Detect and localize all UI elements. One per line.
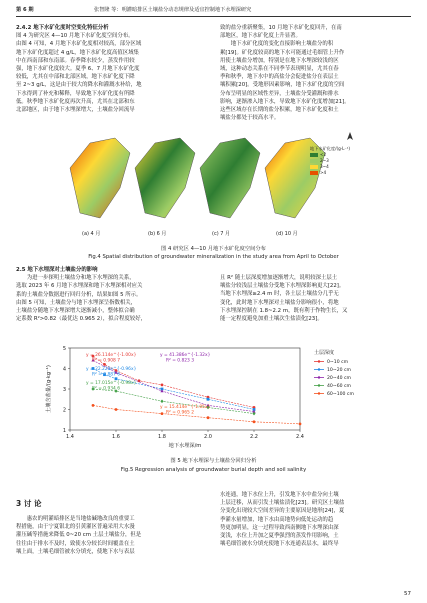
legend-label: 0~10 cm xyxy=(327,360,349,365)
legend-marker xyxy=(318,368,320,370)
page-number: 57 xyxy=(404,591,411,597)
text-line: 由图 5 可知，土壤盐分与地下水埋深呈指数相关， xyxy=(16,299,137,306)
text-line: 水连通，地下水位上升，引发地下水中盐分向土壤 xyxy=(220,492,339,498)
section-heading-discussion: 3 讨 论 xyxy=(16,499,42,508)
data-point xyxy=(207,398,210,401)
fig4-caption-en: Fig.4 Spatial distribution of groundwater mineralization in the study area from April to October xyxy=(88,254,339,260)
y-axis-label: 土壤含盐量/(g·kg⁻¹) xyxy=(46,365,52,413)
fit-equation: y = 26.114e^{-1.00x} xyxy=(86,353,137,358)
figure-4 xyxy=(60,128,370,260)
section-heading: 2.5 地下水埋深对土壤盐分的影响 xyxy=(16,267,98,273)
text-line: 低。秋季地下水矿化度再次升高，尤其在北部和东 xyxy=(16,98,135,105)
running-header xyxy=(16,6,411,16)
text-line: 能一定程度避免加重土壤次生盐渍化[23]。 xyxy=(220,316,323,323)
text-line: 季灌水量增加，地下水由高地势向低处运动的趋 xyxy=(220,516,334,523)
text-line: 由图 4 可知，4 月地下水矿化度相对较高，部分区域 xyxy=(16,41,142,48)
body-column-right-mid xyxy=(220,274,412,323)
x-tick-label: 2.4 xyxy=(296,434,304,440)
fit-equation: y = 17.015e^{-0.98x} xyxy=(86,381,137,386)
x-tick-label: 2.0 xyxy=(204,434,212,440)
map-legend xyxy=(310,146,350,176)
fig5-caption-en: Fig.5 Regression analysis of groundwater burial depth and soil salinity xyxy=(120,467,307,473)
text-line: 季和秋季，地下水中的高盐分会促进盐分在表层土 xyxy=(220,74,339,81)
legend-swatch xyxy=(310,159,318,163)
data-point xyxy=(207,416,210,419)
text-line: 往往由于排水不及时，致使水分较长时间覆盖在土 xyxy=(16,540,135,547)
y-tick-label: 2 xyxy=(62,407,66,414)
text-line: 下水埋深控制在 1.8~2.2 m，既有利于作物生长，又 xyxy=(220,307,348,314)
legend-label: 3~4 xyxy=(320,164,329,169)
text-line: 图 4 为研究区 4—10 月地下水矿化度空间分布。 xyxy=(16,33,134,40)
text-line: 惠农的明灌暗排区是当地盐碱地改良的重要工 xyxy=(16,516,135,522)
map-panel-april xyxy=(70,138,130,218)
fit-equation: y = 22.228e^{-0.96x} xyxy=(86,367,137,372)
fig4-caption-cn: 图 4 研究区 4—10 月地下水矿化度空间分布 xyxy=(161,246,266,252)
y-tick-label: 1 xyxy=(62,427,66,434)
text-line: 势更加明显，这一过程导致西南侧地下水埋深由深 xyxy=(220,524,339,531)
text-line: 用使土壤盐分增加，特别是在地下水埋深较浅的区 xyxy=(220,57,339,64)
fit-r2: R² = 0.965 2 xyxy=(166,410,195,416)
legend-marker xyxy=(318,392,320,394)
text-line: 下水得到了补充和稀释，导致地下水矿化度有所降 xyxy=(16,90,135,97)
text-line: 至 2~3 g/L，这是由于较大的降水和灌溉水补给，地 xyxy=(16,82,142,89)
text-line: 程措施，由于宁夏银北的引黄灌区普遍采用大水漫 xyxy=(16,524,135,531)
text-line: 累[19]。矿化度较高的地下水可能通过毛细管上升作 xyxy=(220,49,345,56)
legend-title: 地下水矿化度/(g·L⁻¹) xyxy=(310,146,351,151)
text-line: 且 R² 随土层深度增加逐渐增大，说明较深土层土 xyxy=(220,275,338,281)
x-tick-label: 1.8 xyxy=(158,434,166,440)
fit-equation: y = 41.386e^{-1.32x} xyxy=(160,353,211,358)
fig5-caption-cn: 图 5 地下水埋深与土壤盐分回归分析 xyxy=(170,458,257,464)
issue-label: 第 6 期 xyxy=(16,7,34,13)
data-point xyxy=(115,377,118,380)
panel-label-a: (a) 4 月 xyxy=(82,231,101,237)
text-line: 土壤盐分随地下水埋深增大逐渐减小，整体拟合确 xyxy=(16,308,135,315)
panel-label-c: (c) 7 月 xyxy=(212,231,231,237)
legend-label: >4 xyxy=(320,170,327,175)
text-line: 变浅，水位上升加之夏季强烈的蒸发作用影响，土 xyxy=(220,533,339,540)
section-heading: 2.4.2 地下水矿化度时空变化特征分析 xyxy=(16,25,109,31)
legend-item xyxy=(310,170,350,176)
text-line: 这些区域存在长期的盐分积累，地下水矿化度和土 xyxy=(220,107,339,114)
body-column-left-top xyxy=(16,24,206,114)
text-line: 上层迁移，从而引发土壤盐渍化[23]。研究区土壤盐 xyxy=(220,500,345,507)
legend-marker xyxy=(318,360,320,362)
legend-label: 40~60 cm xyxy=(327,384,352,389)
legend-label: 2~3 xyxy=(320,158,329,163)
y-tick-label: 5 xyxy=(62,345,66,352)
fit-equation: y = 15.414e^{-1.05x} xyxy=(160,405,211,410)
groundwater-maps xyxy=(60,128,370,238)
x-tick-label: 1.6 xyxy=(112,434,120,440)
legend-label: <2 xyxy=(320,152,327,157)
text-line: 系的土壤盐分数据进行回归分析，结果如图 5 所示。 xyxy=(16,291,142,298)
text-line: 部地区，地下水矿化度上升显著。 xyxy=(220,33,301,40)
x-tick-label: 2.2 xyxy=(250,434,258,440)
legend-marker xyxy=(318,376,320,378)
text-line: 壤积累[20]。受地形因素影响，地下水矿化度的空间 xyxy=(220,82,345,89)
fit-r2: R² = 0.887 6 xyxy=(92,372,121,378)
text-line: 壤上面，土壤毛细管被水分填充，使地下水与表层 xyxy=(16,548,135,555)
discussion-column-right xyxy=(220,491,412,548)
legend-swatch xyxy=(310,165,318,169)
fit-r2: R² = 0.908 7 xyxy=(92,358,121,364)
header-rule xyxy=(16,16,411,17)
legend-label: 60~100 cm xyxy=(327,392,354,397)
text-line: 影响，逐渐渗入地下水，导致地下水矿化度增加[21]。 xyxy=(220,98,350,105)
text-line: 分变化出现较大空间差异的主要原因是地形[24]，夏 xyxy=(220,508,345,515)
text-line: 壤毛细管被水分填充使地下水连通表层水，最终导 xyxy=(220,541,339,548)
text-line: 当地下水埋深≥2.4 m 时，各土层土壤盐分几乎无 xyxy=(220,291,339,298)
legend-swatch xyxy=(310,171,318,175)
body-column-right-top xyxy=(220,24,412,122)
panel-label-d: (d) 10 月 xyxy=(276,231,298,237)
text-line: 地下水矿化度的变化直接影响土壤盐分的积 xyxy=(220,41,334,48)
text-line: 灌压碱等措施来降低 0~20 cm 土层土壤盐分，但是 xyxy=(16,532,142,539)
data-point xyxy=(160,400,163,404)
legend-label: 10~20 cm xyxy=(327,368,352,373)
data-point xyxy=(161,412,164,415)
fit-r2: R² = 0.823 3 xyxy=(166,358,195,364)
map-panel-june xyxy=(135,138,195,218)
running-title: 张智隆 等：明灌暗排区土壤盐分动态规律及适宜控制地下水埋深研究 xyxy=(94,7,252,13)
text-line: 致的盐分重新聚集，10 月地下水矿化度回升，在南 xyxy=(220,25,342,31)
figure-5-chart xyxy=(40,342,390,452)
data-point xyxy=(138,379,141,382)
discussion-column-left xyxy=(16,515,206,556)
legend-title: 土层深度 xyxy=(314,350,335,356)
x-tick-label: 1.4 xyxy=(66,434,74,440)
text-line: 中在西南部和东南部。春季降水较少，蒸发作用较 xyxy=(16,57,135,64)
fit-r2: R² = 0.934 6 xyxy=(92,386,121,392)
north-arrow-icon xyxy=(347,132,353,140)
data-point xyxy=(299,422,302,425)
y-tick-label: 3 xyxy=(62,386,66,393)
map-panel-july xyxy=(200,138,260,218)
text-line: 壤盐分都处于较高水平。 xyxy=(220,115,280,122)
legend-swatch xyxy=(310,153,318,157)
text-line: 壤盐分较浅层土壤盐分受地下水埋深影响更大[22]。 xyxy=(220,283,345,290)
data-point xyxy=(253,420,256,423)
text-line: 域，这种动态关系在不同季节表现明显，尤其在春 xyxy=(220,66,339,73)
data-point xyxy=(115,408,118,411)
text-line: 定系数 R²>0.82（最优达 0.965 2），拟合程度较好， xyxy=(16,316,146,323)
text-line: 分布呈明显的区域性差异，土壤盐分受灌溉和排水 xyxy=(220,90,339,97)
text-line: 变化，此时地下水埋深对土壤盐分影响很小，将地 xyxy=(220,299,339,306)
text-line: 为进一步探明土壤盐分和地下水埋深的关系， xyxy=(16,275,135,282)
x-axis-label: 地下水埋深/m xyxy=(168,443,202,449)
data-point xyxy=(161,384,164,387)
data-point xyxy=(92,404,95,407)
body-column-left-mid xyxy=(16,266,206,323)
legend-label: 20~40 cm xyxy=(327,376,352,381)
text-line: 较低，尤其在中部和北部区域，地下水矿化度下降 xyxy=(16,74,135,81)
text-line: 强，地下水矿化度较大。夏季 6、7 月地下水矿化度 xyxy=(16,66,140,73)
y-tick-label: 4 xyxy=(62,366,66,373)
legend-marker xyxy=(318,384,320,386)
text-line: 地下水矿化度超过 4 g/L，地下水矿化度高值区域集 xyxy=(16,49,139,56)
panel-label-b: (b) 6 月 xyxy=(148,231,167,237)
text-line: 选取 2023 年 6 月地下水埋深和地下水埋深相对应关 xyxy=(16,283,143,290)
text-line: 北部地区，由于地下水埋深增大，土壤盐分回流导 xyxy=(16,107,135,114)
